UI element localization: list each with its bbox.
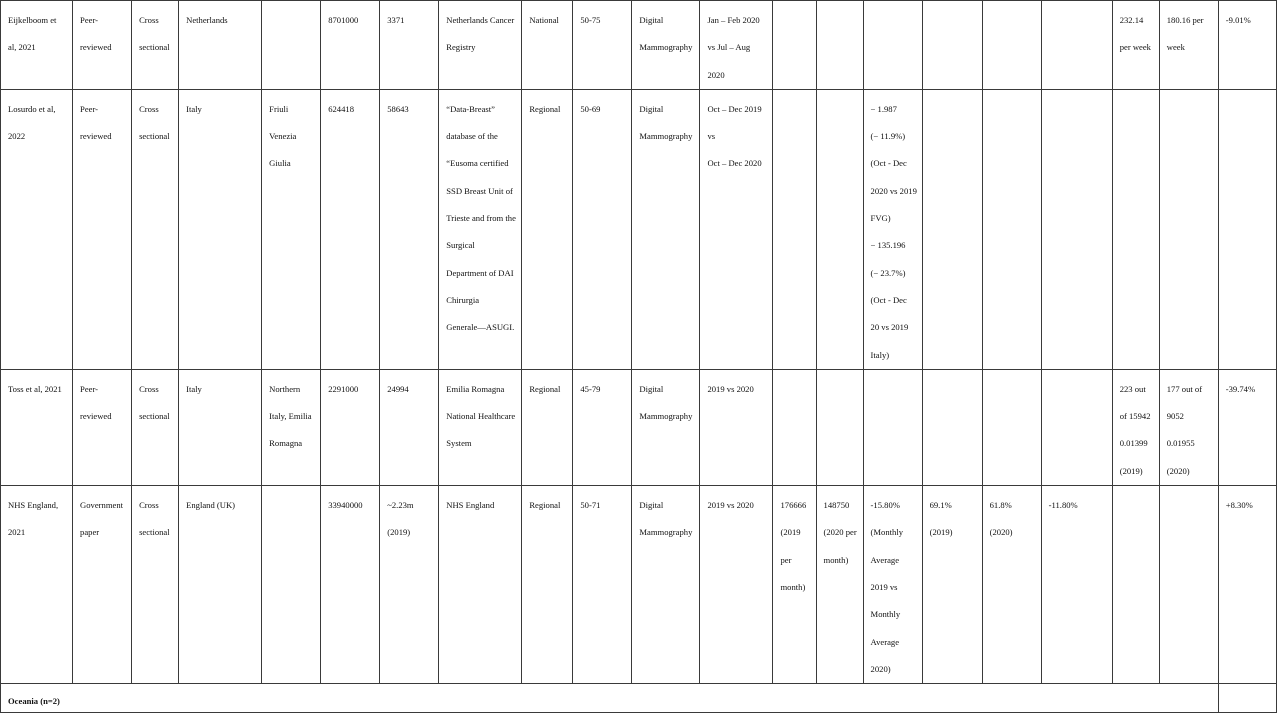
cell-text-line: Regional (529, 103, 561, 114)
cell-text-line: Friuli (269, 103, 289, 114)
cell-population (321, 89, 380, 369)
cell-text-line: Trieste and from the (446, 213, 516, 224)
cell-text-line: database of the (446, 131, 498, 142)
cell-text-line: sectional (139, 527, 170, 538)
cell-type (73, 486, 132, 684)
cell-text-line: Digital (639, 103, 664, 114)
cell-type (73, 369, 132, 485)
cell-text-line: “Eusoma certified (446, 158, 509, 169)
table-row (1, 1, 1277, 90)
cell-text-line: (− 23.7%) (870, 267, 906, 278)
cell-text-line: 20 vs 2019 (870, 322, 909, 333)
cell-c13 (773, 369, 816, 485)
cell-text-line: (2019) (387, 527, 411, 538)
cell-text-line: Digital (639, 15, 664, 25)
cell-c16 (922, 1, 982, 90)
cell-text-line: FVG) (870, 213, 891, 224)
cell-text-line: 69.1% (929, 500, 952, 511)
cell-text-line: al, 2021 (8, 42, 36, 53)
cell-text-line: England (UK) (186, 500, 236, 511)
cell-text-line: -9.01% (1225, 15, 1251, 25)
cell-text-line: 61.8% (989, 500, 1012, 511)
cell-c17 (982, 89, 1041, 369)
cell-text-line: Mammography (639, 42, 693, 53)
cell-sample (380, 486, 439, 684)
cell-sample (380, 1, 439, 90)
cell-c17 (982, 369, 1041, 485)
cell-text-line: 24994 (387, 383, 409, 394)
cell-text-line: 0.01399 (1119, 438, 1148, 449)
cell-text-line: 45-79 (580, 383, 601, 394)
cell-text-line: Department of DAI (446, 267, 514, 278)
cell-text-line: month) (823, 554, 849, 565)
cell-age (573, 89, 632, 369)
cell-region (262, 369, 321, 485)
cell-text-line: National Healthcare (446, 411, 516, 422)
cell-text-line: vs (707, 131, 716, 142)
cell-age (573, 369, 632, 485)
cell-text-line: Mammography (639, 131, 693, 142)
cell-c18 (1041, 369, 1112, 485)
cell-c18 (1041, 486, 1112, 684)
cell-text-line: (2020) (1166, 465, 1190, 476)
cell-source (439, 89, 522, 369)
table-row (1, 89, 1277, 369)
cell-modality (632, 1, 700, 90)
cell-text-line: Regional (529, 383, 561, 394)
cell-text-line: − 1.987 (870, 103, 897, 114)
cell-text-line: (− 11.9%) (870, 131, 906, 142)
cell-text-line: Average (870, 554, 900, 565)
cell-c20 (1159, 89, 1218, 369)
cell-c13 (773, 89, 816, 369)
cell-c21 (1218, 1, 1276, 90)
cell-type (73, 89, 132, 369)
cell-text-line: Chirurgia (446, 294, 480, 305)
cell-text-line: SSD Breast Unit of (446, 185, 513, 196)
cell-text-line: Oct – Dec 2020 (707, 158, 762, 169)
cell-c15 (863, 486, 922, 684)
cell-text-line: Italy, Emilia (269, 411, 312, 422)
cell-text-line: 2020 (707, 69, 725, 80)
cell-text-line: NHS England, (8, 500, 59, 511)
section-label: Oceania (n=2) (8, 696, 60, 707)
cell-c19 (1112, 1, 1159, 90)
cell-country (179, 486, 262, 684)
cell-text-line: Italy (186, 383, 202, 394)
cell-text-line: System (446, 438, 472, 449)
cell-design (132, 89, 179, 369)
cell-text-line: − 135.196 (870, 240, 906, 251)
cell-country (179, 89, 262, 369)
cell-text-line: Netherlands (186, 15, 228, 25)
cell-text-line: reviewed (80, 42, 112, 53)
cell-c19 (1112, 89, 1159, 369)
cell-c16 (922, 486, 982, 684)
cell-period (700, 1, 773, 90)
cell-scope (522, 89, 573, 369)
cell-text-line: Peer- (80, 383, 99, 394)
cell-text-line: Eijkelboom et (8, 15, 57, 25)
cell-c17 (982, 1, 1041, 90)
cell-text-line: (Oct - Dec (870, 158, 907, 169)
cell-text-line: (Oct - Dec (870, 294, 907, 305)
cell-text-line: 2019 vs 2020 (707, 383, 754, 394)
cell-c20 (1159, 486, 1218, 684)
cell-c18 (1041, 1, 1112, 90)
cell-c14 (816, 369, 863, 485)
cell-population (321, 369, 380, 485)
cell-text-line: NHS England (446, 500, 495, 511)
cell-c20 (1159, 369, 1218, 485)
cell-modality (632, 89, 700, 369)
cell-period (700, 89, 773, 369)
cell-text-line: 33940000 (328, 500, 363, 511)
cell-scope (522, 1, 573, 90)
cell-text-line: “Data-Breast” (446, 103, 495, 114)
cell-c21 (1218, 369, 1276, 485)
cell-c19 (1112, 486, 1159, 684)
cell-text-line: -39.74% (1225, 383, 1256, 394)
cell-text-line: 148750 (823, 500, 850, 511)
cell-c21 (1218, 89, 1276, 369)
cell-study (1, 369, 73, 485)
cell-text-line: (2019) (1119, 465, 1143, 476)
cell-modality (632, 486, 700, 684)
cell-text-line: Emilia Romagna (446, 383, 505, 394)
cell-text-line: 58643 (387, 103, 409, 114)
cell-text-line: sectional (139, 411, 170, 422)
cell-text-line: 0.01955 (1166, 438, 1195, 449)
cell-text-line: -11.80% (1048, 500, 1078, 511)
cell-text-line: Italy (186, 103, 202, 114)
cell-design (132, 1, 179, 90)
cell-c14 (816, 89, 863, 369)
cell-type (73, 1, 132, 90)
cell-text-line: Netherlands Cancer (446, 15, 515, 25)
cell-text-line: (2019 (780, 527, 801, 538)
table-row (1, 486, 1277, 684)
cell-source (439, 1, 522, 90)
cell-text-line: Peer- (80, 15, 99, 25)
cell-population (321, 1, 380, 90)
cell-age (573, 1, 632, 90)
cell-text-line: sectional (139, 42, 170, 53)
cell-text-line: 2291000 (328, 383, 359, 394)
cell-text-line: 50-71 (580, 500, 601, 511)
cell-text-line: (2019) (929, 527, 953, 538)
cell-c15 (863, 1, 922, 90)
cell-design (132, 369, 179, 485)
cell-text-line: Toss et al, 2021 (8, 383, 62, 394)
cell-text-line: month) (780, 581, 806, 592)
cell-sample (380, 369, 439, 485)
cell-text-line: Cross (139, 383, 159, 394)
cell-text-line: Mammography (639, 411, 693, 422)
cell-c17 (982, 486, 1041, 684)
cell-study (1, 1, 73, 90)
cell-study (1, 486, 73, 684)
cell-population (321, 486, 380, 684)
cell-country (179, 1, 262, 90)
cell-text-line: Digital (639, 383, 664, 394)
cell-c21 (1218, 486, 1276, 684)
cell-text-line: week (1166, 42, 1185, 53)
cell-text-line: 9052 (1166, 411, 1184, 422)
cell-text-line: 2020) (870, 663, 891, 674)
cell-text-line: +8.30% (1225, 500, 1253, 511)
cell-text-line: of 15942 (1119, 411, 1151, 422)
cell-text-line: Cross (139, 500, 159, 511)
cell-text-line: Romagna (269, 438, 303, 449)
cell-text-line: 177 out of (1166, 383, 1203, 394)
cell-period (700, 369, 773, 485)
cell-c14 (816, 486, 863, 684)
cell-modality (632, 369, 700, 485)
cell-study (1, 89, 73, 369)
cell-age (573, 486, 632, 684)
cell-c18 (1041, 89, 1112, 369)
cell-text-line: 2021 (8, 527, 26, 538)
cell-text-line: reviewed (80, 411, 112, 422)
cell-c15 (863, 369, 922, 485)
cell-text-line: Monthly (870, 609, 901, 620)
cell-c14 (816, 1, 863, 90)
cell-scope (522, 369, 573, 485)
cell-text-line: Surgical (446, 240, 475, 251)
cell-text-line: 3371 (387, 15, 405, 25)
cell-c15 (863, 89, 922, 369)
cell-text-line: paper (80, 527, 100, 538)
cell-text-line: Northern (269, 383, 301, 394)
cell-text-line: 223 out (1119, 383, 1146, 394)
cell-text-line: ~2.23m (387, 500, 414, 511)
cell-c20 (1159, 1, 1218, 90)
cell-text-line: Jan – Feb 2020 (707, 15, 760, 25)
cell-text-line: Mammography (639, 527, 693, 538)
cell-text-line: Digital (639, 500, 664, 511)
cell-text-line: 180.16 per (1166, 15, 1204, 25)
cell-text-line: Registry (446, 42, 476, 53)
cell-text-line: Average (870, 636, 900, 647)
cell-text-line: per week (1119, 42, 1151, 53)
cell-text-line: sectional (139, 131, 170, 142)
cell-region (262, 89, 321, 369)
cell-region (262, 1, 321, 90)
cell-source (439, 369, 522, 485)
cell-text-line: 232.14 (1119, 15, 1144, 25)
cell-text-line: 8701000 (328, 15, 359, 25)
cell-text-line: -15.80% (870, 500, 900, 511)
cell-text-line: per (780, 554, 792, 565)
cell-text-line: National (529, 15, 559, 25)
cell-text-line: Oct – Dec 2019 (707, 103, 762, 114)
cell-c19 (1112, 369, 1159, 485)
cell-text-line: Cross (139, 103, 159, 114)
cell-text-line: Italy) (870, 349, 890, 360)
cell-text-line: (Monthly (870, 527, 904, 538)
cell-text-line: 624418 (328, 103, 354, 114)
cell-text-line: vs Jul – Aug (707, 42, 751, 53)
cell-sample (380, 89, 439, 369)
cell-text-line: Losurdo et al, (8, 103, 56, 114)
cell-c13 (773, 486, 816, 684)
cell-text-line: reviewed (80, 131, 112, 142)
cell-scope (522, 486, 573, 684)
cell-period (700, 486, 773, 684)
cell-text-line: 2019 vs 2020 (707, 500, 754, 511)
cell-text-line: Regional (529, 500, 561, 511)
cell-c16 (922, 369, 982, 485)
cell-country (179, 369, 262, 485)
cell-c13 (773, 1, 816, 90)
cell-text-line: 50-69 (580, 103, 601, 114)
cell-design (132, 486, 179, 684)
cell-text-line: (2020 per (823, 527, 857, 538)
cell-text-line: 2019 vs (870, 581, 898, 592)
cell-text-line: Government (80, 500, 124, 511)
cell-text-line: 50-75 (580, 15, 601, 25)
cell-region (262, 486, 321, 684)
cell-text-line: 176666 (780, 500, 807, 511)
cell-source (439, 486, 522, 684)
cell-text-line: Peer- (80, 103, 99, 114)
cell-text-line: 2020 vs 2019 (870, 185, 917, 196)
cell-text-line: Venezia (269, 131, 297, 142)
cell-c16 (922, 89, 982, 369)
cell-text-line: Generale—ASUGI. (446, 322, 515, 333)
cell-text-line: Giulia (269, 158, 291, 169)
cell-text-line: 2022 (8, 131, 26, 142)
cell-text-line: (2020) (989, 527, 1013, 538)
table-row (1, 369, 1277, 485)
cell-text-line: Cross (139, 15, 159, 25)
